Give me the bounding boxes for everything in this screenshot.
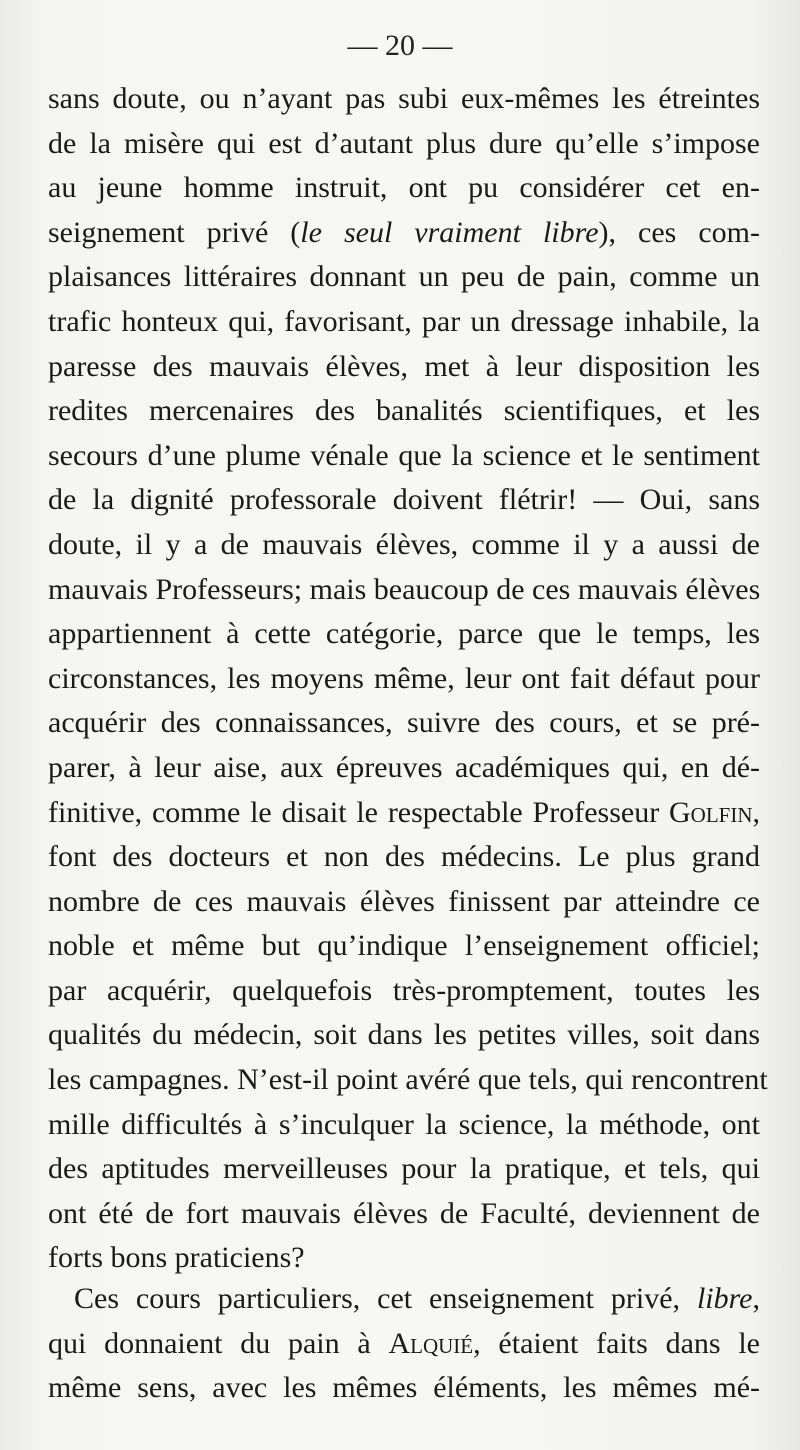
text-line: appartiennent à cette catégorie, parce que le temps, les (48, 617, 760, 651)
paragraph-1 (48, 77, 768, 1281)
text-line: acquérir des connaissances, suivre des cours, et se pré- (48, 706, 760, 740)
text-line: mille difficultés à s’inculquer la science, la méthode, ont (48, 1107, 760, 1141)
text-line: au jeune homme instruit, ont pu considérer cet en- (48, 171, 760, 205)
text-line: doute, il y a de mauvais élèves, comme il y a aussi de (48, 527, 760, 561)
text-line: de la dignité professorale doivent flétrir! — Oui, sans (48, 483, 760, 517)
text-line: parer, à leur aise, aux épreuves académiques qui, en dé- (48, 750, 760, 784)
text-run: finitive, comme le disait le respectable Professeur (48, 795, 669, 829)
small-caps-name: Golfin (669, 795, 753, 829)
text-line: plaisances littéraires donnant un peu de pain, comme un (48, 260, 760, 294)
text-line: qualités du médecin, soit dans les petites villes, soit dans (48, 1018, 760, 1052)
text-line: par acquérir, quelquefois très-promptement, toutes les (48, 973, 760, 1007)
text-line (48, 1277, 760, 1322)
text-line: ont été de fort mauvais élèves de Faculté, deviennent de (48, 1196, 760, 1230)
text-line: de la misère qui est d’autant plus dure qu’elle s’impose (48, 126, 760, 160)
text-run: ), ces com- (598, 215, 760, 249)
text-line: circonstances, les moyens même, leur ont fait défaut pour (48, 661, 760, 695)
text-line: nombre de ces mauvais élèves finissent par atteindre ce (48, 884, 760, 918)
italic-word: libre (696, 1282, 753, 1315)
text-line: secours d’une plume vénale que la science et le sentiment (48, 438, 760, 472)
text-run: , (752, 1282, 760, 1315)
text-run: , étaient faits dans le (473, 1326, 760, 1360)
text-line: noble et même but qu’indique l’enseignement officiel; (48, 929, 760, 963)
text-line: même sens, avec les mêmes éléments, les mêmes mé- (48, 1371, 760, 1405)
paragraph-2 (48, 1277, 760, 1411)
page-number: — 20 — (347, 29, 453, 62)
text-line: forts bons praticiens? (48, 1241, 305, 1275)
text-run: qui donnaient du pain à (48, 1326, 389, 1360)
small-caps-name: Alquié (388, 1326, 474, 1360)
text-line: trafic honteux qui, favorisant, par un dressage inhabile, la (48, 304, 760, 338)
text-line: mauvais Professeurs; mais beaucoup de ces mauvais élèves (48, 572, 761, 606)
text-line: sans doute, ou n’ayant pas subi eux-mêmes les étreintes (48, 82, 760, 115)
text-line (48, 1322, 760, 1367)
text-run: , (752, 795, 760, 829)
text-line (48, 791, 760, 836)
text-line: redites mercenaires des banalités scientifiques, et les (48, 394, 760, 428)
text-line: des aptitudes merveilleuses pour la pratique, et tels, qui (48, 1152, 760, 1186)
text-run: Ces cours particuliers, cet enseignement privé, (74, 1282, 697, 1315)
text-line: les campagnes. N’est-il point avéré que tels, qui rencontrent (48, 1063, 768, 1097)
italic-phrase: le seul vraiment libre (300, 215, 599, 249)
text-line: paresse des mauvais élèves, met à leur disposition les (48, 349, 760, 383)
text-line: font des docteurs et non des médecins. Le plus grand (48, 840, 760, 874)
text-run: seignement privé ( (48, 215, 301, 249)
text-line (48, 211, 760, 256)
